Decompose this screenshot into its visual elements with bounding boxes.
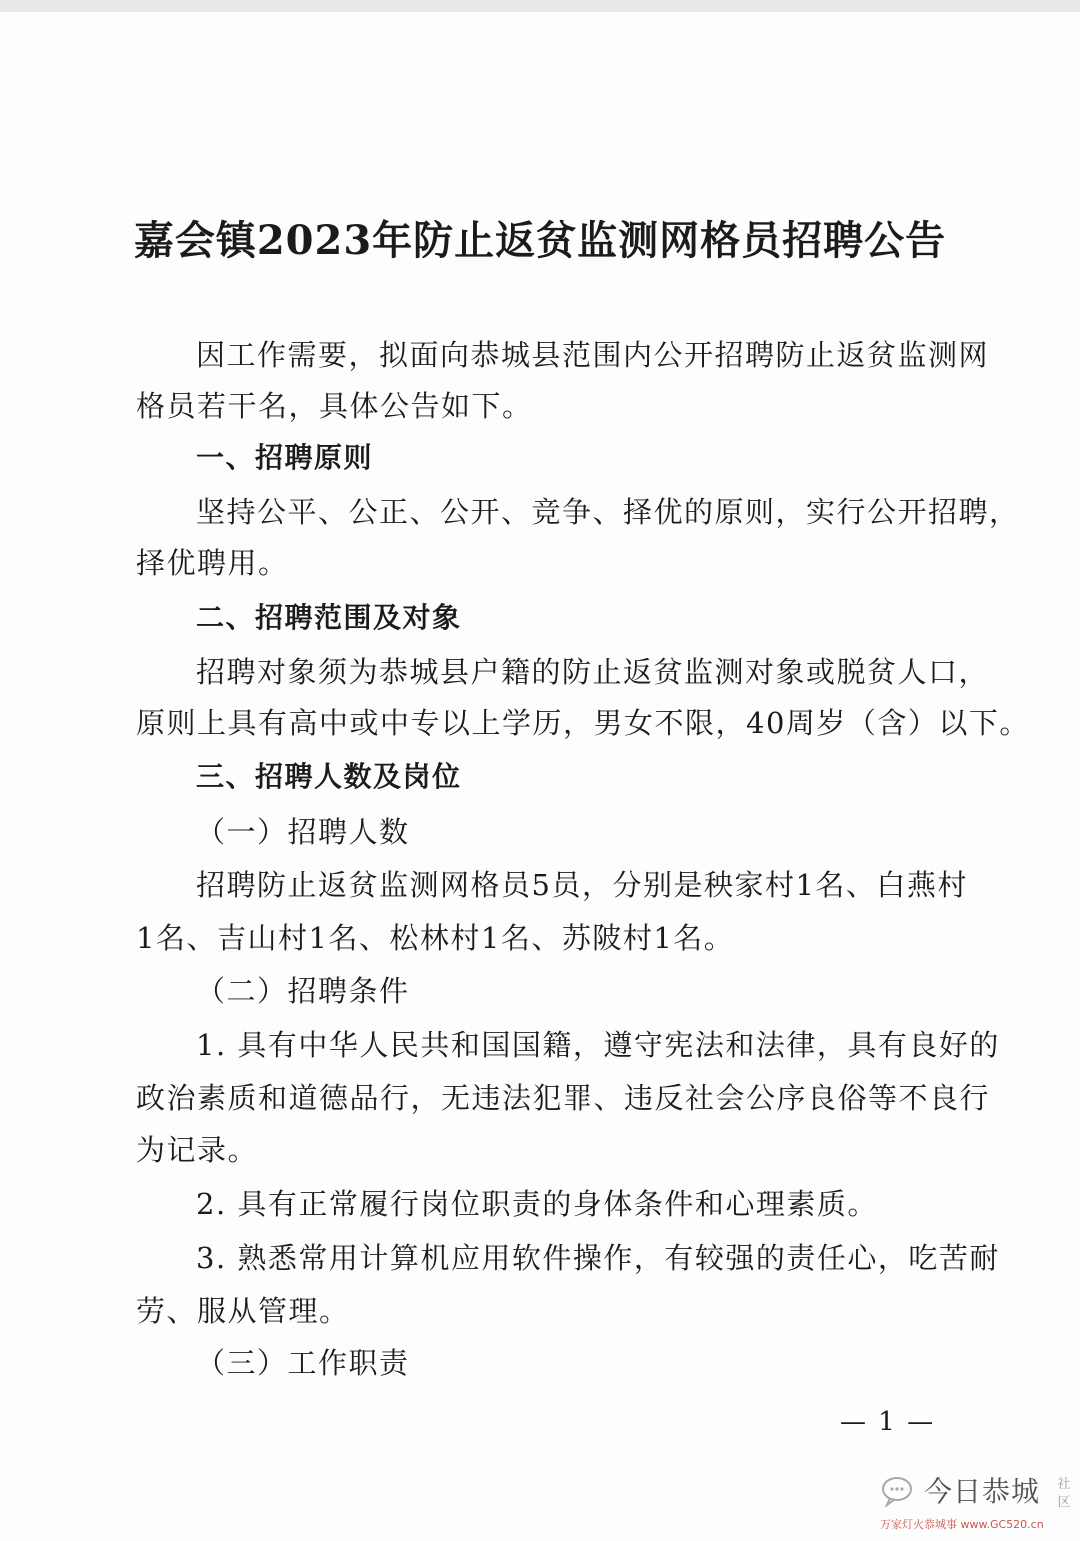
watermark-qu: 区: [1057, 1495, 1071, 1510]
section-heading: 三、招聘人数及岗位: [196, 760, 462, 793]
watermark-subtitle: 万家灯火恭城事 www.GC520.cn: [880, 1518, 1044, 1531]
subsection-heading: （二）招聘条件: [196, 974, 410, 1008]
document-title: 嘉会镇2023年防止返贫监测网格员招聘公告: [133, 217, 947, 264]
watermark: [880, 1468, 1075, 1538]
paragraph-line: 格员若干名，具体公告如下。: [136, 389, 533, 423]
paragraph-line: 因工作需要，拟面向恭城县范围内公开招聘防止返贫监测网: [196, 338, 990, 372]
paragraph-line: 招聘防止返贫监测网格员5员，分别是秧家村1名、白燕村: [196, 868, 968, 902]
watermark-title: 今日恭城: [924, 1475, 1041, 1508]
paragraph-line: 招聘对象须为恭城县户籍的防止返贫监测对象或脱贫人口，: [196, 655, 990, 689]
paragraph-line: 1. 具有中华人民共和国国籍，遵守宪法和法律，具有良好的: [196, 1028, 1000, 1062]
paragraph-line: 为记录。: [136, 1133, 259, 1167]
paragraph-line: 政治素质和道德品行，无违法犯罪、违反社会公序良俗等不良行: [136, 1081, 991, 1115]
paragraph-line: 2. 具有正常履行岗位职责的身体条件和心理素质。: [196, 1187, 878, 1221]
paragraph-line: 劳、服从管理。: [136, 1294, 350, 1328]
watermark-community: [1057, 1476, 1071, 1512]
paragraph-line: 择优聘用。: [136, 546, 289, 580]
paragraph-line: 原则上具有高中或中专以上学历，男女不限，40周岁（含）以下。: [136, 706, 1030, 740]
paragraph-line: 坚持公平、公正、公开、竞争、择优的原则，实行公开招聘，: [196, 495, 1020, 529]
subsection-heading: （一）招聘人数: [196, 815, 410, 849]
chat-bubble-icon: [880, 1474, 914, 1508]
document-page: [0, 12, 1080, 1541]
watermark-she: 社: [1057, 1477, 1071, 1492]
page-number: — 1 —: [840, 1407, 936, 1437]
section-heading: 二、招聘范围及对象: [196, 601, 462, 634]
paragraph-line: 3. 熟悉常用计算机应用软件操作，有较强的责任心，吃苦耐: [196, 1241, 1000, 1275]
paragraph-line: 1名、吉山村1名、松林村1名、苏陂村1名。: [136, 921, 735, 955]
section-heading: 一、招聘原则: [196, 441, 374, 474]
subsection-heading: （三）工作职责: [196, 1346, 410, 1380]
